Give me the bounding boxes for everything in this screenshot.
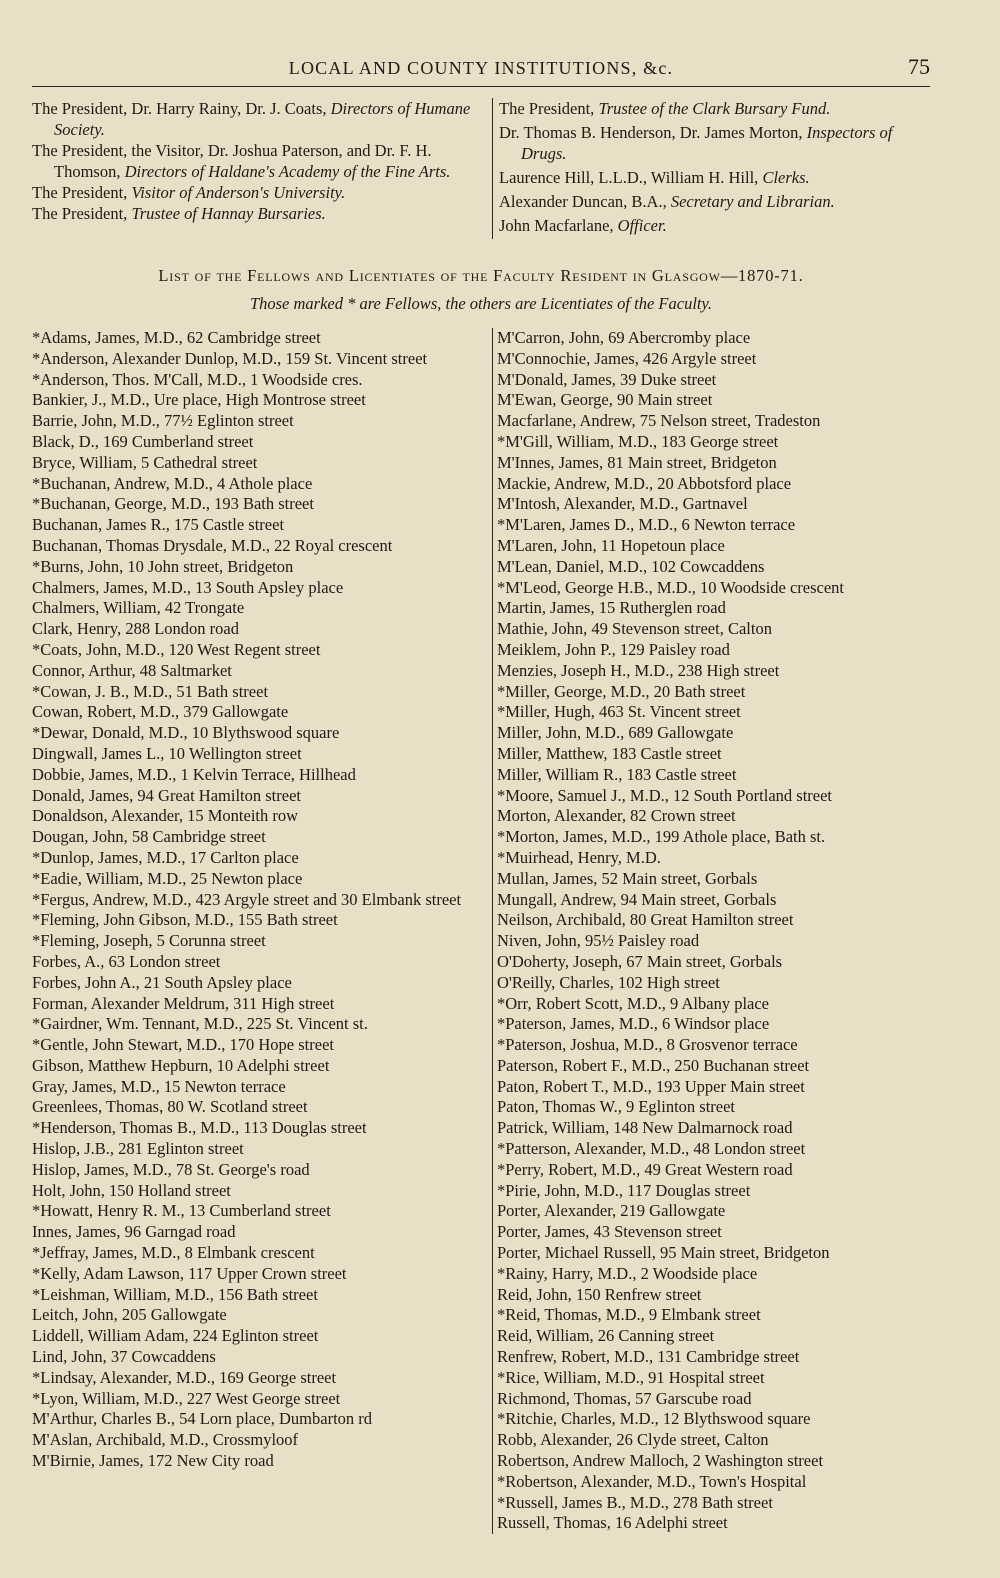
officer-entry: Laurence Hill, L.L.D., William H. Hill, Clerks. [499,168,810,187]
list-item: *Orr, Robert Scott, M.D., 9 Albany place [497,993,770,1013]
list-item: Buchanan, James R., 175 Castle street [32,515,285,535]
officers-left-column [32,98,472,224]
list-item: Meiklem, John P., 129 Paisley road [497,639,730,659]
list-item: *Lindsay, Alexander, M.D., 169 George street [32,1367,337,1387]
list-item: O'Reilly, Charles, 102 High street [497,972,720,992]
list-item: M'Innes, James, 81 Main street, Bridgeton [497,452,777,472]
list-item: Macfarlane, Andrew, 75 Nelson street, Tradeston [497,411,821,431]
list-item: Forman, Alexander Meldrum, 311 High street [32,993,335,1013]
list-item: M'Carron, John, 69 Abercromby place [497,328,751,347]
list-item: *M'Leod, George H.B., M.D., 10 Woodside crescent [497,577,845,597]
list-item: M'Intosh, Alexander, M.D., Gartnavel [497,494,748,514]
officer-entry: The President, Dr. Harry Rainy, Dr. J. Coats, Directors of Humane Society. [32,99,471,139]
list-item: Bryce, William, 5 Cathedral street [32,452,258,472]
list-item: Patrick, William, 148 New Dalmarnock road [497,1118,793,1138]
list-item: Porter, Alexander, 219 Gallowgate [497,1201,726,1221]
list-item: Mackie, Andrew, M.D., 20 Abbotsford place [497,473,792,493]
list-item: *Russell, James B., M.D., 278 Bath street [497,1492,773,1512]
list-item: Robb, Alexander, 26 Clyde street, Calton [497,1430,769,1450]
list-item: *Burns, John, 10 John street, Bridgeton [32,556,294,576]
list-item: Niven, John, 95½ Paisley road [497,931,700,951]
list-item: *Miller, George, M.D., 20 Bath street [497,681,746,701]
list-item: Buchanan, Thomas Drysdale, M.D., 22 Royal crescent [32,535,393,555]
list-item: *Kelly, Adam Lawson, 117 Upper Crown street [32,1263,347,1283]
list-item: Chalmers, William, 42 Trongate [32,598,245,618]
list-item: *Rice, William, M.D., 91 Hospital street [497,1367,765,1387]
list-item: *Perry, Robert, M.D., 49 Great Western road [497,1159,793,1179]
page-number: 75 [908,54,930,79]
list-item: M'Birnie, James, 172 New City road [32,1451,274,1471]
list-item: Chalmers, James, M.D., 13 South Apsley place [32,577,344,597]
list-item: Connor, Arthur, 48 Saltmarket [32,660,232,680]
list-item: O'Doherty, Joseph, 67 Main street, Gorbals [497,951,783,971]
list-item: *Adams, James, M.D., 62 Cambridge street [32,328,321,347]
list-item: *Henderson, Thomas B., M.D., 113 Douglas street [32,1118,367,1138]
list-item: Liddell, William Adam, 224 Eglinton street [32,1326,319,1346]
list-item: M'Ewan, George, 90 Main street [497,390,713,410]
list-item: *Miller, Hugh, 463 St. Vincent street [497,702,741,722]
list-item: Dougan, John, 58 Cambridge street [32,827,266,847]
officer-entry: John Macfarlane, Officer. [499,216,667,235]
list-item: Clark, Henry, 288 London road [32,619,239,639]
list-item: Dobbie, James, M.D., 1 Kelvin Terrace, Hillhead [32,764,356,784]
list-item: M'Arthur, Charles B., 54 Lorn place, Dumbarton rd [32,1409,373,1429]
list-item: *Reid, Thomas, M.D., 9 Elmbank street [497,1305,761,1325]
list-item: *Moore, Samuel J., M.D., 12 South Portland street [497,785,833,805]
officers-block [32,98,930,248]
list-item: *Dewar, Donald, M.D., 10 Blythswood square [32,723,340,743]
list-item: Reid, William, 26 Canning street [497,1326,715,1346]
list-item: *M'Laren, James D., M.D., 6 Newton terrace [497,515,796,535]
list-item: Mungall, Andrew, 94 Main street, Gorbals [497,889,777,909]
list-item: M'Connochie, James, 426 Argyle street [497,348,757,368]
officer-entry: Dr. Thomas B. Henderson, Dr. James Morton, Inspectors of Drugs. [499,123,893,163]
list-item: Russell, Thomas, 16 Adelphi street [497,1513,728,1533]
list-item: Neilson, Archibald, 80 Great Hamilton street [497,910,794,930]
list-item: Richmond, Thomas, 57 Garscube road [497,1388,752,1408]
list-item: M'Aslan, Archibald, M.D., Crossmyloof [32,1430,299,1450]
list-item: Gibson, Matthew Hepburn, 10 Adelphi street [32,1055,330,1075]
list-item: Lind, John, 37 Cowcaddens [32,1347,216,1367]
list-item: *Paterson, James, M.D., 6 Windsor place [497,1014,770,1034]
officer-entry: The President, Trustee of the Clark Bursary Fund. [499,99,831,118]
list-item: Mullan, James, 52 Main street, Gorbals [497,868,758,888]
list-item: M'Laren, John, 11 Hopetoun place [497,535,725,555]
list-item: Black, D., 169 Cumberland street [32,431,254,451]
list-item: Paterson, Robert F., M.D., 250 Buchanan street [497,1055,810,1075]
list-item: Forbes, John A., 21 South Apsley place [32,972,292,992]
list-item: Miller, William R., 183 Castle street [497,764,737,784]
running-head [32,54,930,87]
list-item: *Robertson, Alexander, M.D., Town's Hospital [497,1471,807,1491]
list-item: Reid, John, 150 Renfrew street [497,1284,702,1304]
list-item: Forbes, A., 63 London street [32,951,221,971]
list-item: *Dunlop, James, M.D., 17 Carlton place [32,847,299,867]
list-item: *Fleming, John Gibson, M.D., 155 Bath street [32,910,338,930]
officers-right-column [492,98,937,239]
list-item: *Pirie, John, M.D., 117 Douglas street [497,1180,751,1200]
list-item: *Rainy, Harry, M.D., 2 Woodside place [497,1263,758,1283]
fellows-list-right [492,328,935,1534]
list-item: *Buchanan, Andrew, M.D., 4 Athole place [32,473,313,493]
list-item: Innes, James, 96 Garngad road [32,1222,236,1242]
list-item: *Howatt, Henry R. M., 13 Cumberland street [32,1201,331,1221]
list-item: *Lyon, William, M.D., 227 West George street [32,1388,341,1408]
list-item: Holt, John, 150 Holland street [32,1180,231,1200]
list-item: *Jeffray, James, M.D., 8 Elmbank crescent [32,1243,315,1263]
section-heading: List of the Fellows and Licentiates of the Faculty Resident in Glasgow—1870-71. [158,266,804,285]
list-item: *Gairdner, Wm. Tennant, M.D., 225 St. Vincent st. [32,1014,368,1034]
list-item: *Anderson, Alexander Dunlop, M.D., 159 St. Vincent street [32,348,428,368]
list-item: *Cowan, J. B., M.D., 51 Bath street [32,681,269,701]
list-item: Miller, Matthew, 183 Castle street [497,743,722,763]
list-item: *Morton, James, M.D., 199 Athole place, Bath st. [497,827,826,847]
list-item: Porter, James, 43 Stevenson street [497,1222,722,1242]
list-item: Miller, John, M.D., 689 Gallowgate [497,723,734,743]
list-item: Greenlees, Thomas, 80 W. Scotland street [32,1097,308,1117]
officer-entry: The President, Visitor of Anderson's University. [32,183,346,202]
list-item: Cowan, Robert, M.D., 379 Gallowgate [32,702,289,722]
list-item: *Fleming, Joseph, 5 Corunna street [32,931,266,951]
list-item: Paton, Robert T., M.D., 193 Upper Main street [497,1076,805,1096]
list-item: *Leishman, William, M.D., 156 Bath street [32,1284,318,1304]
officer-entry: The President, Trustee of Hannay Bursaries. [32,204,326,223]
list-item: *Eadie, William, M.D., 25 Newton place [32,868,303,888]
officer-entry: Alexander Duncan, B.A., Secretary and Librarian. [499,192,835,211]
list-item: *Ritchie, Charles, M.D., 12 Blythswood square [497,1409,811,1429]
officer-entry: The President, the Visitor, Dr. Joshua Paterson, and Dr. F. H. Thomson, Directors of Haldane's Academy of the Fine Arts. [32,141,451,181]
list-item: Mathie, John, 49 Stevenson street, Calton [497,619,772,639]
list-item: Donald, James, 94 Great Hamilton street [32,785,301,805]
list-item: Robertson, Andrew Malloch, 2 Washington street [497,1451,824,1471]
list-item: Hislop, J.B., 281 Eglinton street [32,1139,244,1159]
list-item: Morton, Alexander, 82 Crown street [497,806,736,826]
list-item: *Coats, John, M.D., 120 West Regent street [32,639,321,659]
list-item: *Muirhead, Henry, M.D. [497,847,661,867]
list-item: Hislop, James, M.D., 78 St. George's road [32,1159,310,1179]
list-item: Donaldson, Alexander, 15 Monteith row [32,806,299,826]
list-item: Renfrew, Robert, M.D., 131 Cambridge street [497,1347,800,1367]
list-item: Paton, Thomas W., 9 Eglinton street [497,1097,736,1117]
list-item: *Paterson, Joshua, M.D., 8 Grosvenor terrace [497,1035,798,1055]
list-item: *Fergus, Andrew, M.D., 423 Argyle street and 30 Elmbank street [32,889,462,909]
section-subheading: Those marked * are Fellows, the others are Licentiates of the Faculty. [249,294,713,313]
list-item: *Buchanan, George, M.D., 193 Bath street [32,494,314,514]
fellows-list-left [32,328,474,1472]
list-item: *Patterson, Alexander, M.D., 48 London street [497,1139,806,1159]
list-item: Leitch, John, 205 Gallowgate [32,1305,227,1325]
list-item: Menzies, Joseph H., M.D., 238 High street [497,660,780,680]
list-item: Porter, Michael Russell, 95 Main street, Bridgeton [497,1243,830,1263]
list-item: *M'Gill, William, M.D., 183 George street [497,431,779,451]
running-head-title: LOCAL AND COUNTY INSTITUTIONS, &c. [288,58,674,78]
list-item: Barrie, John, M.D., 77½ Eglinton street [32,411,294,431]
list-item: *Gentle, John Stewart, M.D., 170 Hope street [32,1035,334,1055]
list-item: Martin, James, 15 Rutherglen road [497,598,726,618]
list-item: M'Lean, Daniel, M.D., 102 Cowcaddens [497,556,765,576]
list-item: M'Donald, James, 39 Duke street [497,369,717,389]
list-item: Gray, James, M.D., 15 Newton terrace [32,1076,286,1096]
list-item: Dingwall, James L., 10 Wellington street [32,743,302,763]
list-item: *Anderson, Thos. M'Call, M.D., 1 Woodside cres. [32,369,363,389]
list-item: Bankier, J., M.D., Ure place, High Montrose street [32,390,366,410]
